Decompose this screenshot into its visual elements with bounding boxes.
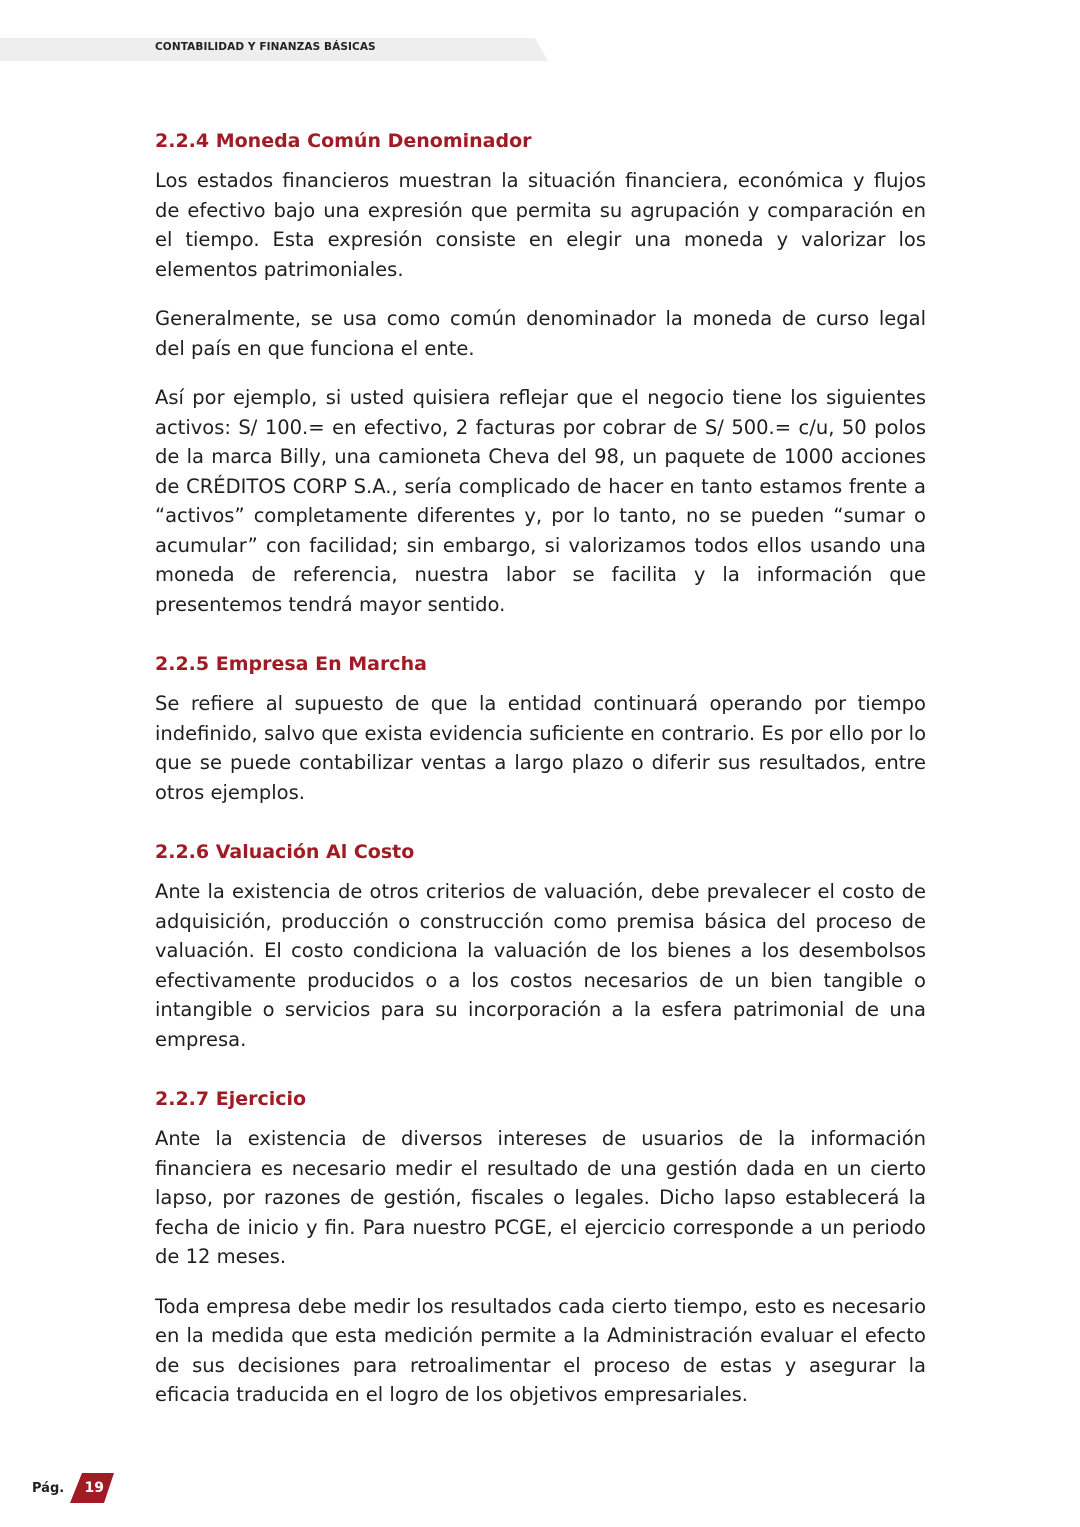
paragraph: Se refiere al supuesto de que la entidad continuará operando por tiempo indefinido, salvo que exista evidencia suficiente en contrario. Es por ello por lo que se puede contabilizar ventas a largo plazo o diferir sus resultados, entre otros ejemplos. xyxy=(155,692,926,804)
section-2-2-5 xyxy=(155,651,926,807)
section-2-2-6 xyxy=(155,839,926,1054)
document-body xyxy=(155,128,926,1442)
paragraph: Ante la existencia de otros criterios de valuación, debe prevalecer el costo de adquisición, producción o construcción como premisa básica del proceso de valuación. El costo condiciona la valuación de los bienes a los desembolsos efectivamente producidos o a los costos necesarios de un bien tangible o intangible o servicios para su incorporación a la esfera patrimonial de una empresa. xyxy=(155,880,926,1051)
section-title: 2.2.4 Moneda Común Denominador xyxy=(155,130,532,152)
section-2-2-7 xyxy=(155,1086,926,1410)
page-number-badge xyxy=(70,1473,114,1503)
paragraph: Los estados financieros muestran la situación financiera, económica y flujos de efectivo bajo una expresión que permita su agrupación y comparación en el tiempo. Esta expresión consiste en elegir una moneda y valorizar los elementos patrimoniales. xyxy=(155,169,926,281)
section-title: 2.2.7 Ejercicio xyxy=(155,1088,307,1110)
section-title: 2.2.5 Empresa En Marcha xyxy=(155,653,427,675)
section-2-2-4 xyxy=(155,128,926,619)
paragraph: Generalmente, se usa como común denominador la moneda de curso legal del país en que funciona el ente. xyxy=(155,307,926,360)
running-header: CONTABILIDAD Y FINANZAS BÁSICAS xyxy=(155,41,376,53)
paragraph: Toda empresa debe medir los resultados cada cierto tiempo, esto es necesario en la medida que esta medición permite a la Administración evaluar el efecto de sus decisiones para retroalimentar el proceso de estas y asegurar la eficacia traducida en el logro de los objetivos empresariales. xyxy=(155,1294,926,1406)
page-number: 19 xyxy=(84,1480,104,1496)
paragraph: Así por ejemplo, si usted quisiera reflejar que el negocio tiene los siguientes activos: S/ 100.= en efectivo, 2 facturas por cobrar de S/ 500.= c/u, 50 polos de la marca Billy, una camioneta Cheva del 98, un paquete de 1000 acciones de CRÉDITOS CORP S.A., sería complicado de hacer en tanto estamos frente a “activos” completamente diferentes y, por lo tanto, no se pueden “sumar o acumular” con facilidad; sin embargo, si valorizamos todos ellos usando una moneda de referencia, nuestra labor se facilita y la información que presentemos tendrá mayor sentido. xyxy=(155,386,926,616)
page-label: Pág. xyxy=(32,1480,65,1496)
page-footer xyxy=(32,1473,114,1503)
paragraph: Ante la existencia de diversos intereses de usuarios de la información financiera es necesario medir el resultado de una gestión dada en un cierto lapso, por razones de gestión, fiscales o legales. Dicho lapso establecerá la fecha de inicio y fin. Para nuestro PCGE, el ejercicio corresponde a un periodo de 12 meses. xyxy=(155,1127,926,1268)
section-title: 2.2.6 Valuación Al Costo xyxy=(155,841,415,863)
